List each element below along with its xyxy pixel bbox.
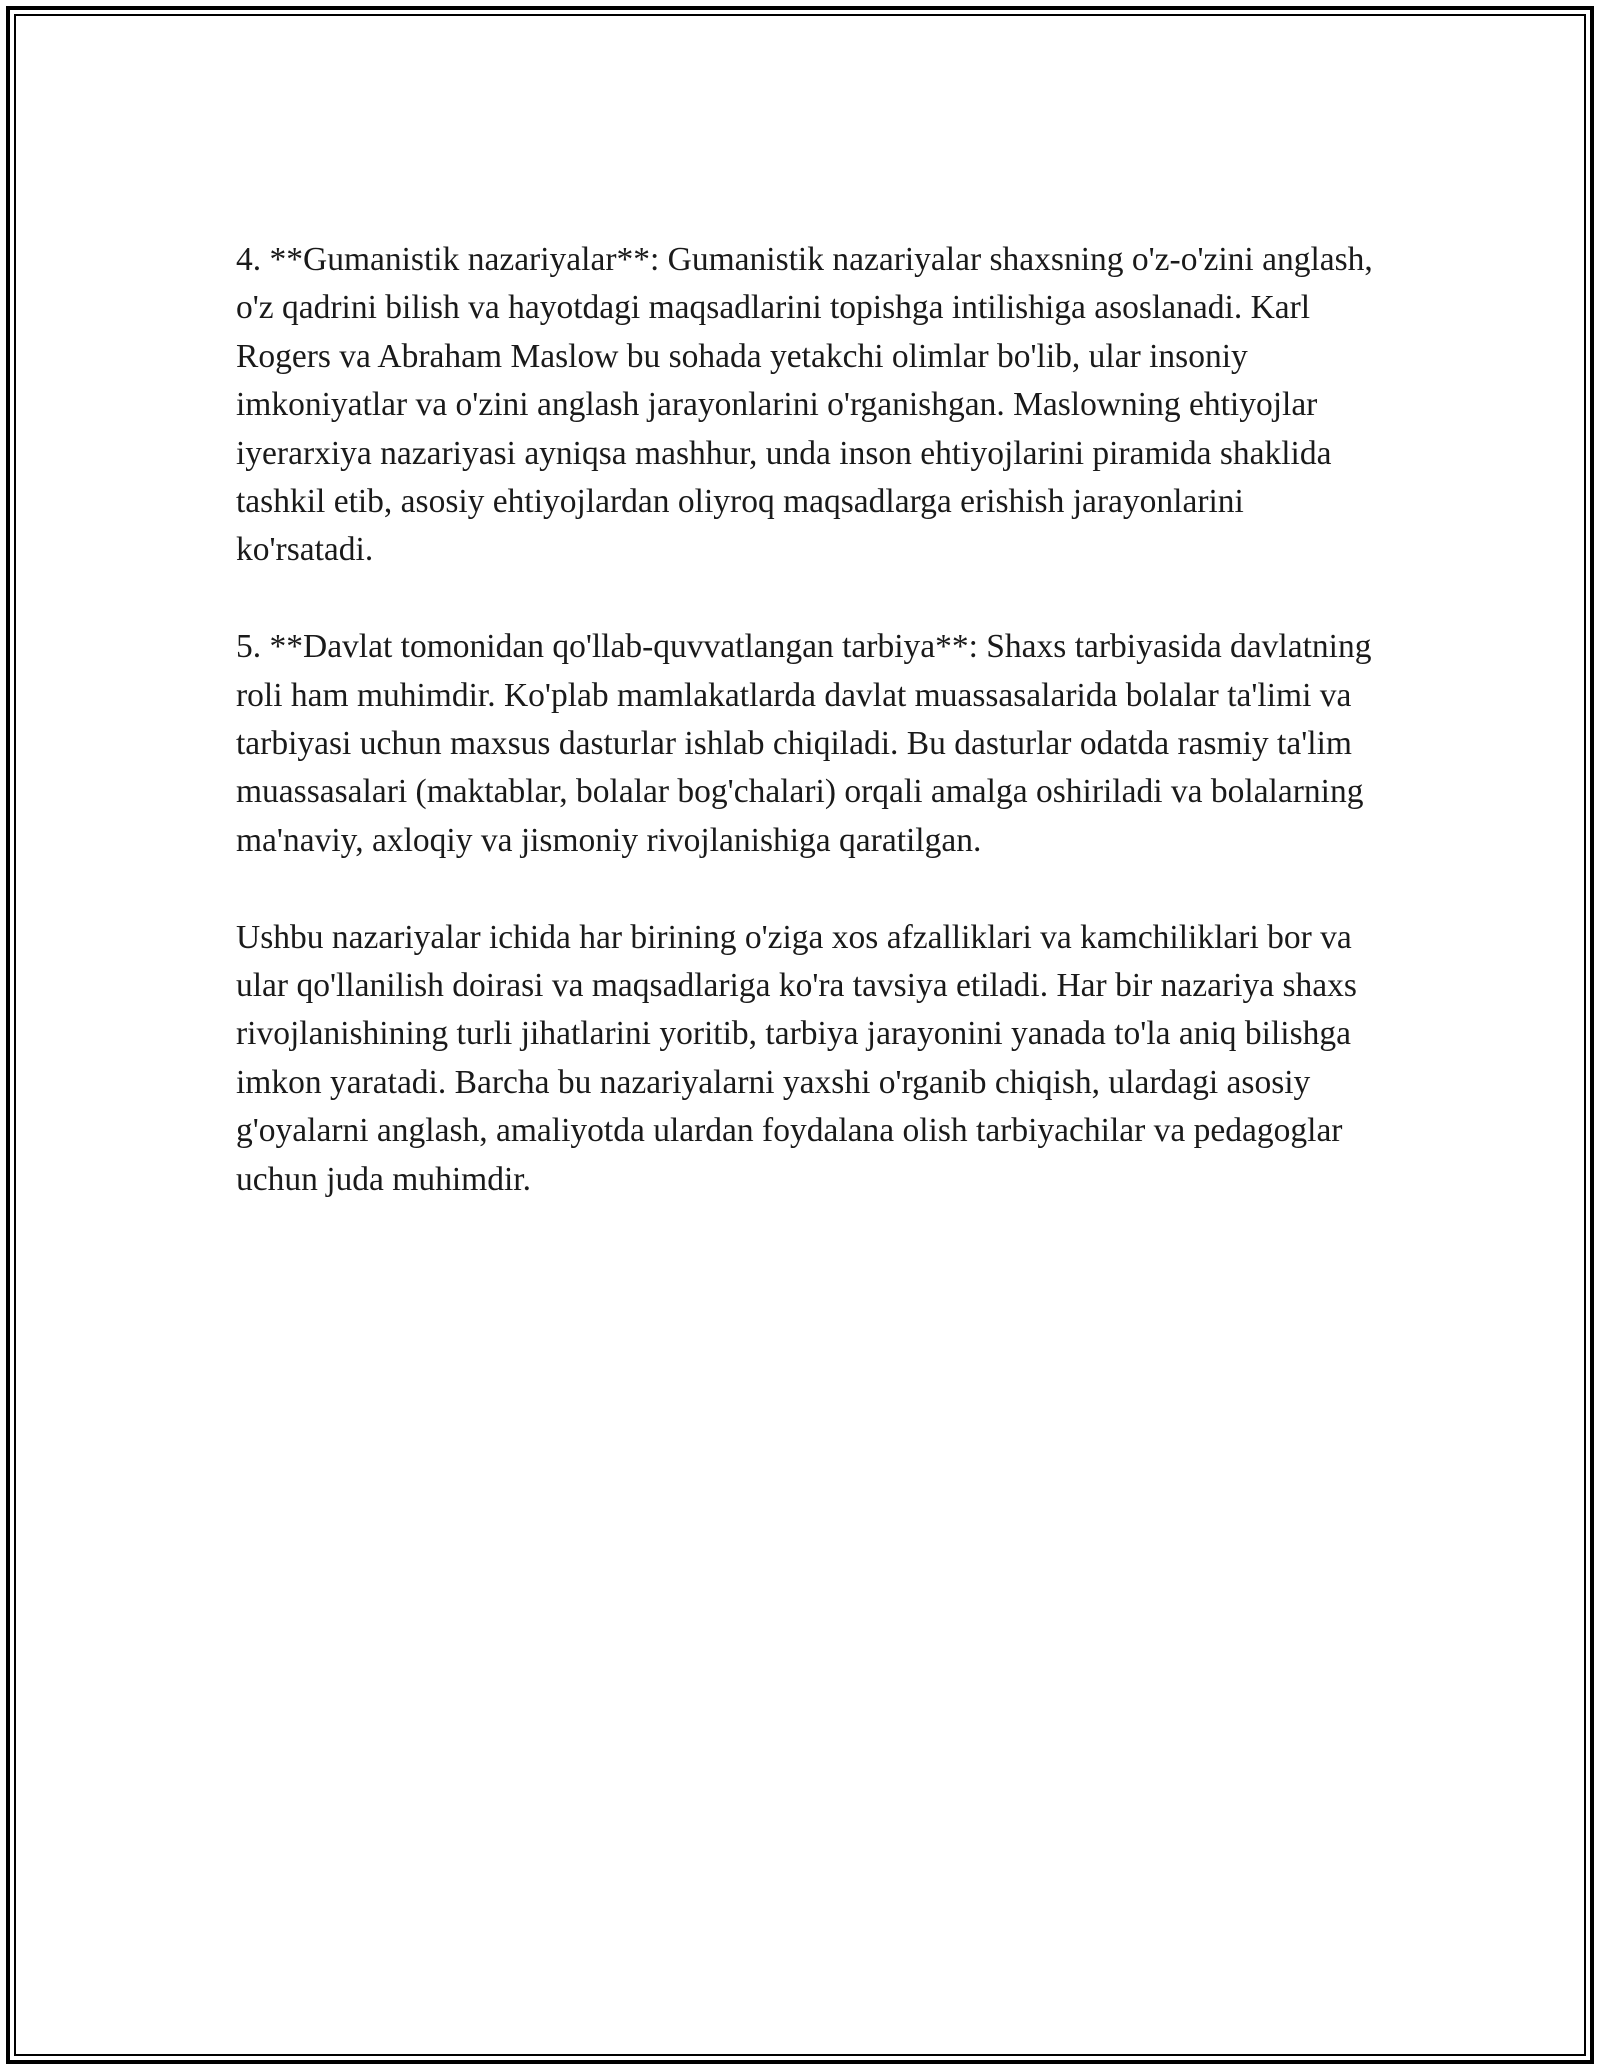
- paragraph-humanistic-theories: 4. **Gumanistik nazariyalar**: Gumanistik nazariyalar shaxsning o'z-o'zini anglash, o'z qadrini bilish va hayotdagi maqsadlarini topishga intilishiga asoslanadi. Karl Rogers va Abraham Maslow bu sohada yetakchi olimlar bo'lib, ular insoniy imkoniyatlar va o'zini anglash jarayonlarini o'rganishgan. Maslowning ehtiyojlar iyerarxiya nazariyasi ayniqsa mashhur, unda inson ehtiyojlarini piramida shaklida tashkil etib, asosiy ehtiyojlardan oliyroq maqsadlarga erishish jarayonlarini ko'rsatadi.: [236, 241, 1373, 569]
- paragraph-conclusion: Ushbu nazariyalar ichida har birining o'ziga xos afzalliklari va kamchiliklari bor va ular qo'llanilish doirasi va maqsadlariga ko'ra tavsiya etiladi. Har bir nazariya shaxs rivojlanishining turli jihatlarini yoritib, tarbiya jarayonini yanada to'la aniq bilishga imkon yaratadi. Barcha bu nazariyalarni yaxshi o'rganib chiqish, ulardagi asosiy g'oyalarni anglash, amaliyotda ulardan foydalana olish tarbiyachilar va pedagoglar uchun juda muhimdir.: [236, 918, 1357, 1198]
- document-body: [236, 236, 1376, 1252]
- paragraph-state-supported-upbringing: 5. **Davlat tomonidan qo'llab-quvvatlangan tarbiya**: Shaxs tarbiyasida davlatning roli ham muhimdir. Ko'plab mamlakatlarda davlat muassasalarida bolalar ta'limi va tarbiyasi uchun maxsus dasturlar ishlab chiqiladi. Bu dasturlar odatda rasmiy ta'lim muassasalari (maktablar, bolalar bog'chalari) orqali amalga oshiriladi va bolalarning ma'naviy, axloqiy va jismoniy rivojlanishiga qaratilgan.: [236, 628, 1372, 859]
